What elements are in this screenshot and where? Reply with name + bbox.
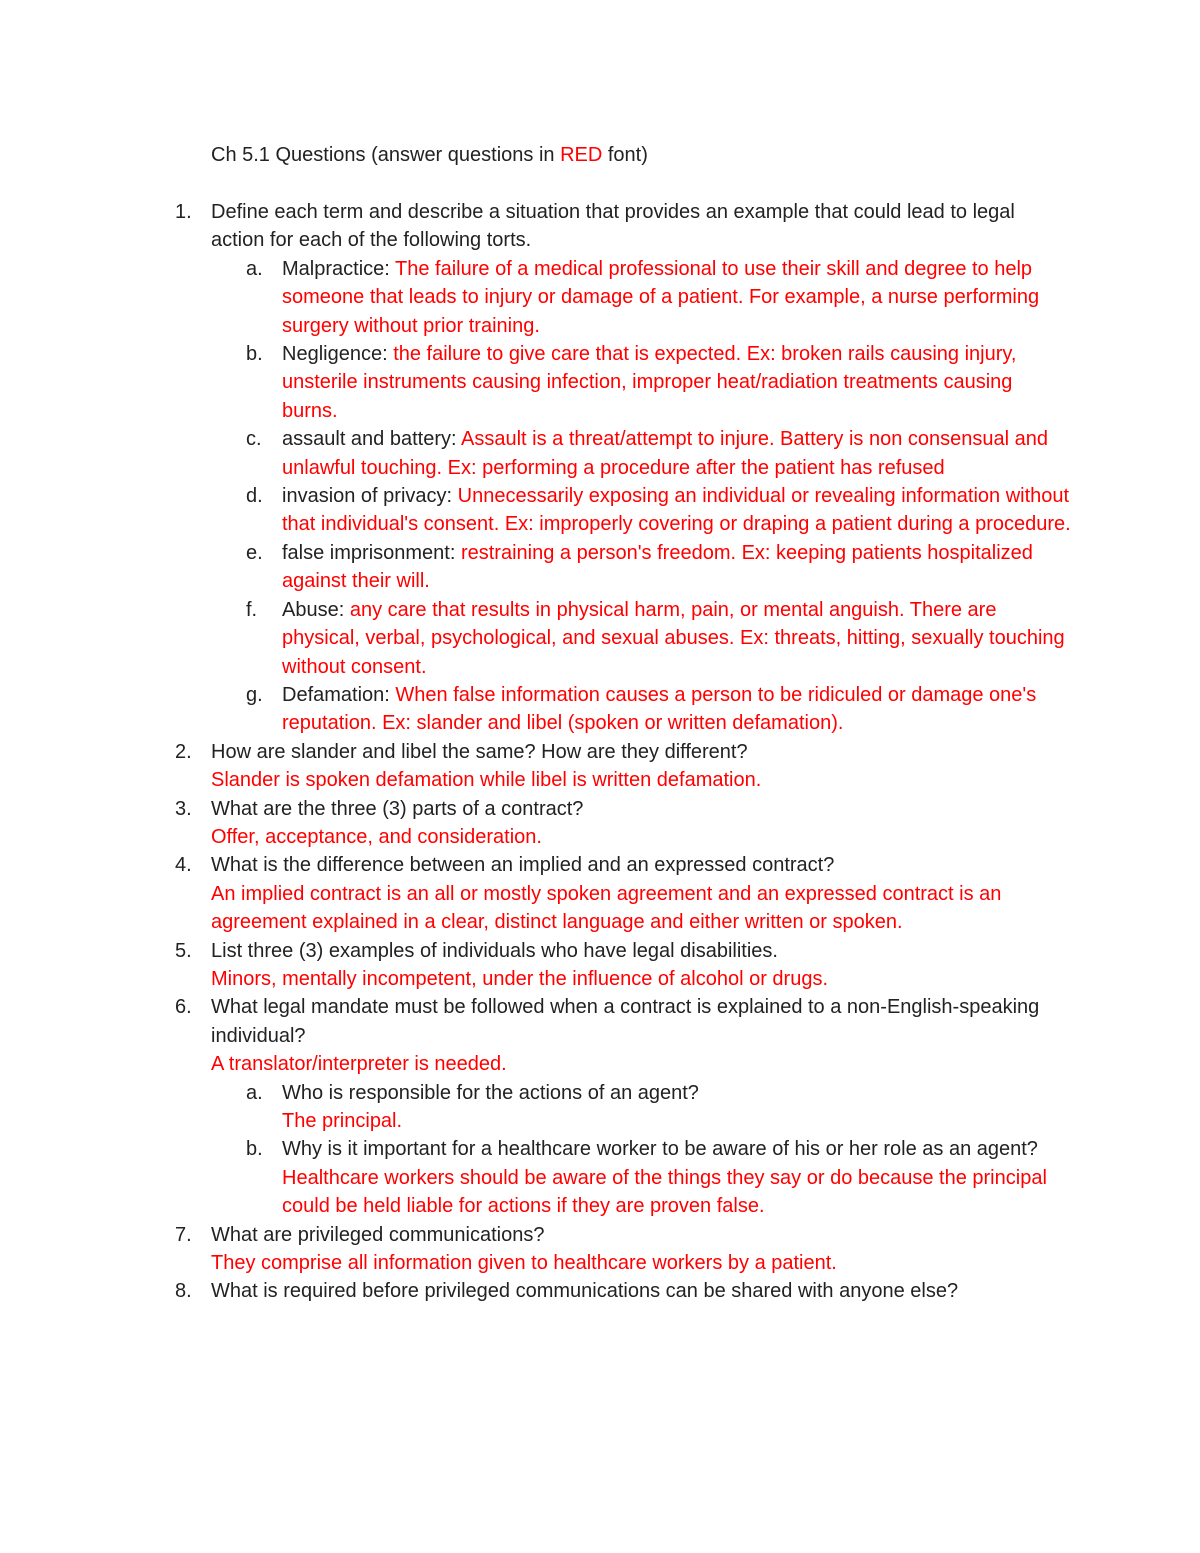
sub-letter: b.	[246, 343, 263, 366]
question-6	[0, 993, 1071, 1220]
question-text: List three (3) examples of individuals who have legal disabilities.	[211, 939, 778, 962]
answer-text: Unnecessarily exposing an individual or revealing information without that individual's consent. Ex: improperly covering or draping a patient during a procedure.	[282, 485, 1071, 536]
answer-text: Slander is spoken defamation while libel is written defamation.	[211, 769, 762, 792]
title-text: Ch 5.1 Questions (answer questions in	[211, 144, 561, 166]
term-label: invasion of privacy:	[282, 485, 458, 508]
answer-text: A translator/interpreter is needed.	[211, 1053, 507, 1076]
question-text: What is the difference between an implied and an expressed contract?	[211, 854, 835, 877]
sub-question-g	[211, 681, 1071, 738]
sub-question-text: Who is responsible for the actions of an agent?	[282, 1081, 699, 1104]
answer-text: An implied contract is an all or mostly spoken agreement and an expressed contract is an agreement explained in a clear, distinct language and either written or spoken.	[211, 882, 1002, 934]
question-number: 2.	[175, 740, 192, 763]
answer-text: Healthcare workers should be aware of the things they say or do because the principal could be held liable for actions if they are proven false.	[282, 1166, 1047, 1218]
question-4	[0, 851, 1071, 936]
sub-letter: b.	[246, 1138, 263, 1161]
term-label: Abuse:	[282, 598, 350, 621]
question-5	[0, 937, 1071, 994]
answer-text: any care that results in physical harm, pain, or mental anguish. There are physical, verbal, psychological, and sexual abuses. Ex: threats, hitting, sexually touching without consent.	[282, 598, 1065, 678]
sub-question-a	[211, 255, 1071, 340]
question-number: 1.	[175, 201, 192, 223]
question-1	[0, 198, 1071, 738]
sub-question-e	[211, 539, 1071, 596]
sub-question-a	[211, 1079, 1071, 1136]
question-number: 4.	[175, 854, 192, 877]
answer-text: When false information causes a person to be ridiculed or damage one's reputation. Ex: slander and libel (spoken or written defamation).	[282, 683, 1037, 735]
question-text: Define each term and describe a situation that provides an example that could lead to legal action for each of the following torts.	[211, 201, 1015, 252]
question-8	[0, 1277, 1071, 1305]
question-text: What are the three (3) parts of a contract?	[211, 797, 584, 820]
question-text: What legal mandate must be followed when a contract is explained to a non-English-speaking individual?	[211, 996, 1040, 1047]
sub-letter: g.	[246, 683, 263, 706]
question-2	[0, 738, 1071, 795]
title-red-word: RED	[560, 144, 603, 166]
answer-text: Offer, acceptance, and consideration.	[211, 825, 542, 848]
answer-text: The principal.	[282, 1110, 403, 1132]
page-title	[211, 141, 648, 169]
question-number: 7.	[175, 1223, 192, 1246]
sub-letter: a.	[246, 1081, 263, 1104]
term-label: assault and battery:	[282, 428, 462, 451]
sub-letter: e.	[246, 541, 263, 564]
sub-letter: d.	[246, 485, 263, 508]
answer-text: Minors, mentally incompetent, under the influence of alcohol or drugs.	[211, 967, 829, 990]
question-7	[0, 1221, 1071, 1278]
sub-question-b	[211, 340, 1071, 425]
question-number: 3.	[175, 797, 192, 820]
sub-question-b	[211, 1135, 1071, 1220]
question-number: 6.	[175, 996, 192, 1019]
question-text: What are privileged communications?	[211, 1223, 545, 1246]
answer-text: They comprise all information given to healthcare workers by a patient.	[211, 1252, 837, 1275]
term-label: false imprisonment:	[282, 541, 461, 564]
term-label: Negligence:	[282, 343, 394, 366]
term-label: Malpractice:	[282, 257, 396, 280]
sub-letter: a.	[246, 257, 263, 280]
sub-question-c	[211, 425, 1071, 482]
question-text: What is required before privileged communications can be shared with anyone else?	[211, 1280, 959, 1303]
question-number: 8.	[175, 1280, 192, 1303]
answer-text: restraining a person's freedom. Ex: keeping patients hospitalized against their will.	[282, 541, 1033, 593]
sub-question-f	[211, 596, 1071, 681]
answer-text: The failure of a medical professional to use their skill and degree to help someone that leads to injury or damage of a patient. For example, a nurse performing surgery without prior training.	[282, 257, 1040, 337]
sub-question-d	[211, 482, 1071, 539]
question-number: 5.	[175, 939, 192, 962]
answer-text: Assault is a threat/attempt to injure. Battery is non consensual and unlawful touching. Ex: performing a procedure after the patient has refused	[282, 428, 1049, 479]
sub-letter: c.	[246, 428, 262, 451]
question-text: How are slander and libel the same? How are they different?	[211, 740, 748, 763]
question-3	[0, 795, 1071, 852]
question-list	[0, 198, 1200, 1306]
answer-text: the failure to give care that is expected. Ex: broken rails causing injury, unsterile instruments causing infection, improper heat/radiation treatments causing burns.	[282, 343, 1017, 422]
sub-question-text: Why is it important for a healthcare worker to be aware of his or her role as an agent?	[282, 1138, 1038, 1161]
term-label: Defamation:	[282, 683, 396, 706]
sub-letter: f.	[246, 598, 258, 621]
title-text-end: font)	[602, 144, 648, 166]
